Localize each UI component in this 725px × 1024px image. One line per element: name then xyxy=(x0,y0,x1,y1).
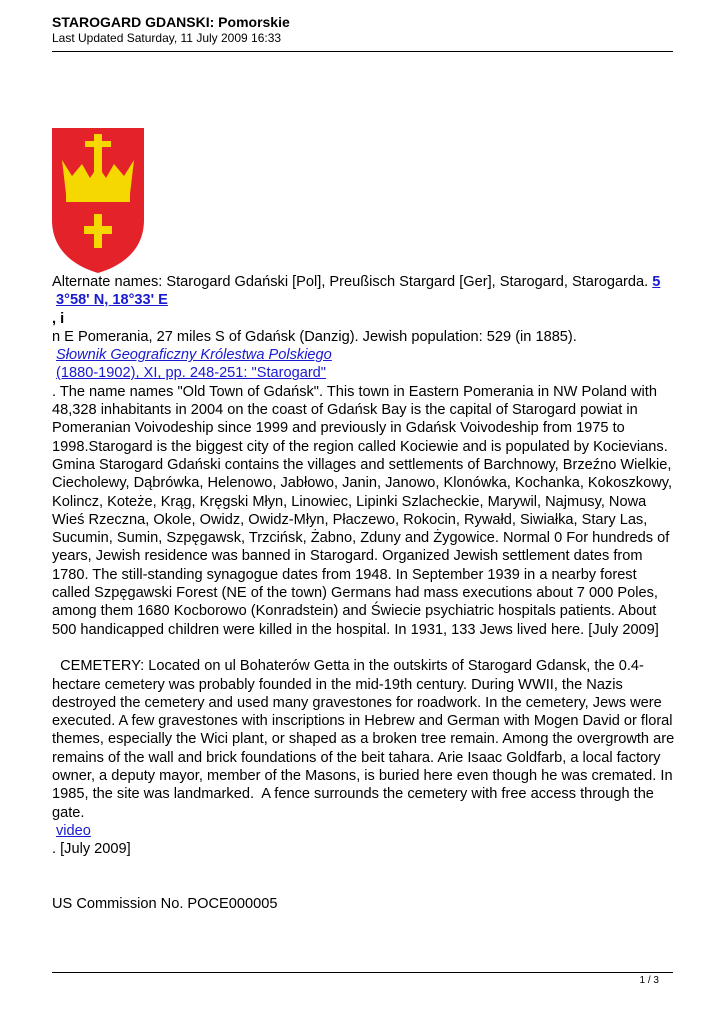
video-link[interactable]: video xyxy=(56,822,91,839)
crown-band xyxy=(66,194,130,202)
coat-of-arms-icon xyxy=(52,128,144,273)
reference-link-title[interactable]: Słownik Geograficzny Królestwa Polskiego xyxy=(56,347,332,364)
town-description: . The name names "Old Town of Gdańsk". This town in Eastern Pomerania in NW Poland with 48,328 inhabitants in 2004 on the coast of Gdańsk Bay is the capital of Starogard powiat in Pomeranian Voivodeship since 1999 and previously in Gdańsk Voivodeship from 1975 to 1998.Starogard is the biggest city of the region called Kociewie and is populated by Kocievians. Gmina Starogard Gdański contains the villages and settlements of Barchnowy, Brzeźno Wielkie, Ciecholewy, Dąbrówka, Helenowo, Jabłowo, Janin, Janowo, Klonówka, Kochanka, Kokoszkowy, Kolincz, Koteże, Krąg, Kręgski Młyn, Linowiec, Lipinki Szlacheckie, Marywil, Najmusy, Nowa Wieś Rzeczna, Okole, Owidz, Owidz-Młyn, Płaczewo, Rokocin, Rywałd, Siwiałka, Stary Las, Sucumin, Sumin, Szpęgawsk, Trzcińsk, Żabno, Zduny and Żygowice. Normal 0 For hundreds of years, Jewish residence was banned in Starogard. Organized Jewish settlement dates from 1780. The still-standing synagogue dates from 1948. In September 1939 in a nearby forest called Szpęgawski Forest (NE of the town) Germans had mass executions about 7 000 Poles, among them 1680 Kocborowo (Konradstein) and Świecie psychiatric hospitals patients. About 500 handicapped children were killed in the hospital. In 1931, 133 Jews lived here. [July 2009] xyxy=(52,383,673,638)
location-line: n E Pomerania, 27 miles S of Gdańsk (Danzig). Jewish population: 529 (in 1885). xyxy=(52,328,577,345)
text-fragment: , i xyxy=(52,310,65,327)
reference-link-pages[interactable]: (1880-1902), XI, pp. 248-251: "Starogard" xyxy=(56,365,326,382)
page-title: STAROGARD GDANSKI: Pomorskie xyxy=(52,14,290,30)
video-date: . [July 2009] xyxy=(52,841,131,858)
header-divider xyxy=(52,51,673,52)
crown-cross-horizontal xyxy=(85,141,111,147)
coordinates-link-part1[interactable]: 5 xyxy=(652,274,661,290)
commission-number: US Commission No. POCE000005 xyxy=(52,895,278,912)
alternate-names xyxy=(52,273,676,291)
last-updated: Last Updated Saturday, 11 July 2009 16:33 xyxy=(52,31,282,45)
lower-cross-horizontal xyxy=(84,226,112,234)
footer-divider xyxy=(52,972,673,973)
alternate-names-text: Alternate names: Starogard Gdański [Pol], Preußisch Stargard [Ger], Starogard, Starogarda. xyxy=(52,274,649,290)
article-body xyxy=(52,128,679,913)
coordinates-link[interactable]: 3°58' N, 18°33' E xyxy=(56,292,168,309)
page-header xyxy=(52,14,290,46)
page-number: 1 / 3 xyxy=(639,975,659,986)
cemetery-description: CEMETERY: Located on ul Bohaterów Getta in the outskirts of Starogard Gdansk, the 0.4-hectare cemetery was probably founded in the mid-19th century. During WWII, the Nazis destroyed the cemetery and used many gravestones for roadwork. In the cemetery, Jews were executed. A few gravestones with inscriptions in Hebrew and German with Mogen David or floral themes, especially the Wici plant, or shaped as a broken tree remain. Among the overgrowth are remains of the wall and brick foundations of the beit tahara. Arie Isaac Goldfarb, a local factory owner, a deputy mayor, member of the Masons, is buried here even though he was cremated. In 1985, the site was landmarked. A fence surrounds the cemetery with free access through the gate. xyxy=(52,658,679,821)
